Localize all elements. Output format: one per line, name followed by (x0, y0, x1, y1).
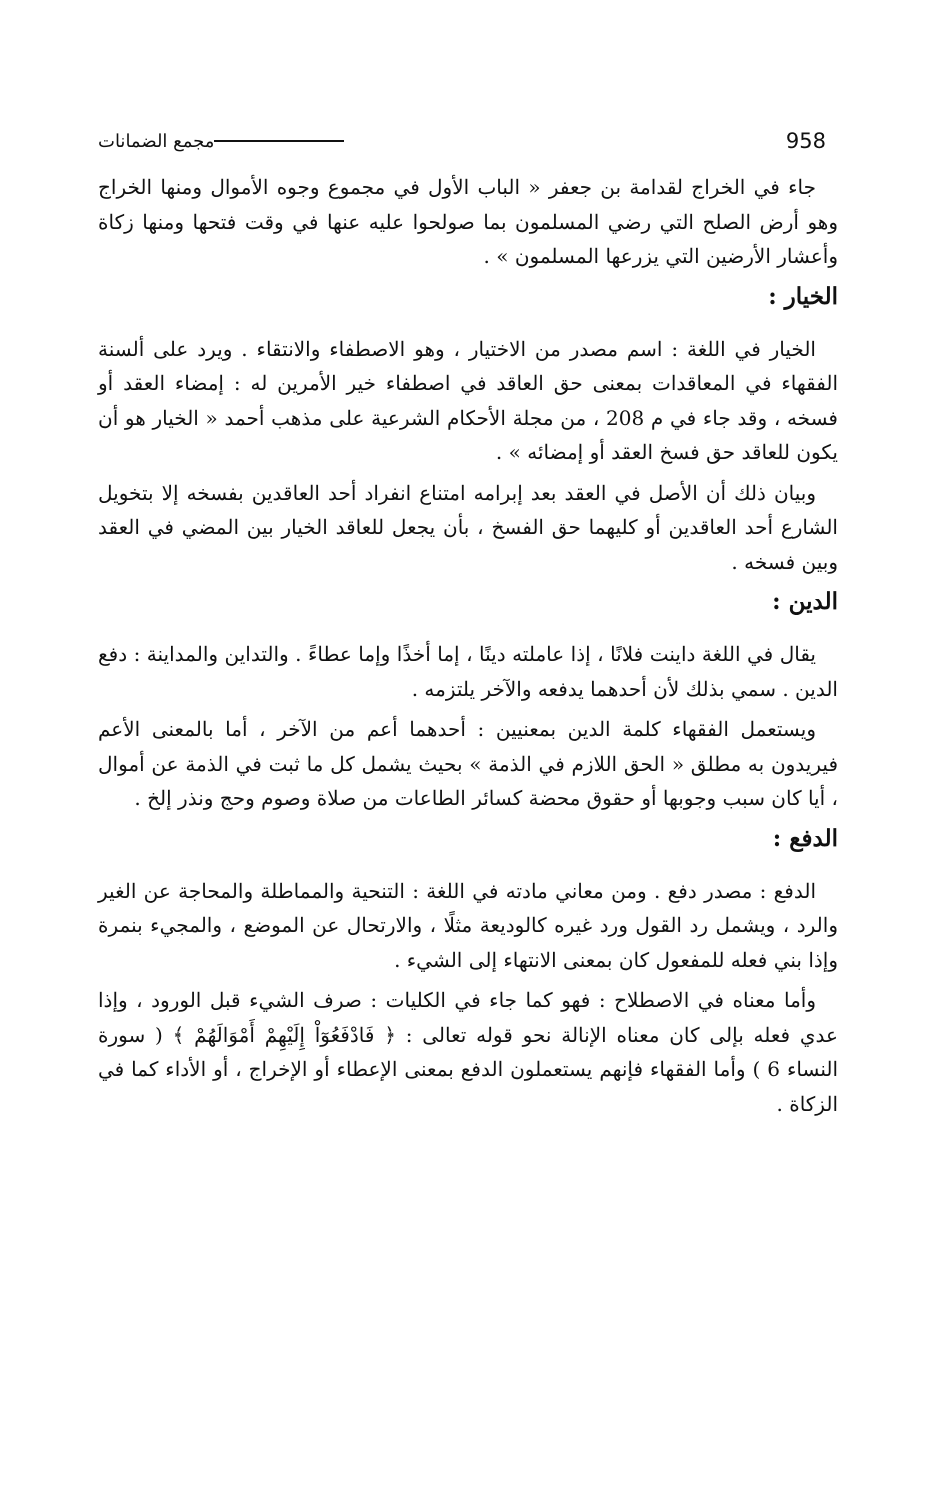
section-heading-dayn: الدين : (772, 588, 838, 615)
intro-paragraph: جاء في الخراج لقدامة بن جعفر « الباب الأول في مجموع وجوه الأموال ومنها الخراج وهو أرض الصلح التي رضي المسلمون بما صولحوا عليه عنها في وقت فتحها ومنها زكاة وأعشار الأرضين التي يزرعها المسلمون » . (98, 175, 838, 268)
section-dayn (98, 585, 838, 816)
page-body (98, 170, 838, 1127)
book-title: مجمع الضمانات (98, 130, 215, 152)
page-number: 958 (785, 129, 826, 153)
section-heading-khiyar: الخيار : (768, 282, 838, 310)
section-khiyar (98, 280, 838, 580)
paragraph: وبيان ذلك أن الأصل في العقد بعد إبرامه امتناع انفراد أحد العاقدين بفسخه إلا بتخويل الشارع أحد العاقدين أو كليهما حق الفسخ ، بأن يجعل للعاقد الخيار بين المضي في العقد وبين فسخه . (98, 480, 838, 574)
paragraph: الدفع : مصدر دفع . ومن معاني مادته في اللغة : التنحية والمماطلة والمحاجة عن الغير والرد ، ويشمل رد القول ورد غيره كالوديعة مثلًا ، والارتحال عن الموضع ، والمجيء بنمرة وإذا بني فعله للمفعول كان بمعنى الانتهاء إلى الشيء . (98, 878, 838, 972)
section-heading-daf: الدفع : (772, 824, 838, 852)
running-header (98, 126, 838, 156)
paragraph: وأما معناه في الاصطلاح : فهو كما جاء في الكليات : صرف الشيء قبل الورود ، وإذا عدي فعله بإلى كان معناه الإنالة نحو قوله تعالى : ﴿ فَادْفَعُوٓاْ إِلَيْهِمْ أَمْوَالَهُمْ ﴾ ( سورة النساء 6 ) وأما الفقهاء فإنهم يستعملون الدفع بمعنى الإعطاء أو الإخراج ، أو الأداء كما في الزكاة . (98, 988, 839, 1116)
paragraph: الخيار في اللغة : اسم مصدر من الاختيار ، وهو الاصطفاء والانتقاء . ويرد على ألسنة الفقهاء في المعاقدات بمعنى حق العاقد في اصطفاء خير الأمرين له : إمضاء العقد أو فسخه ، وقد جاء في م 208 ، من مجلة الأحكام الشرعية على مذهب أحمد « الخيار هو أن يكون للعاقد حق فسخ العقد أو إمضائه » . (98, 336, 838, 464)
paragraph: يقال في اللغة داينت فلانًا ، إذا عاملته دينًا ، إما أخذًا وإما عطاءً . والتداين والمداينة : دفع الدين . سمي بذلك لأن أحدهما يدفعه والآخر يلتزمه . (98, 642, 838, 701)
section-daf (98, 822, 838, 1122)
paragraph: ويستعمل الفقهاء كلمة الدين بمعنيين : أحدهما أعم من الآخر ، أما بالمعنى الأعم فيريدون به مطلق « الحق اللازم في الذمة » بحيث يشمل كل ما ثبت في الذمة عن أموال ، أيا كان سبب وجوبها أو حقوق محضة كسائر الطاعات من صلاة وصوم وحج ونذر إلخ . (98, 717, 838, 810)
header-rule (214, 140, 344, 142)
